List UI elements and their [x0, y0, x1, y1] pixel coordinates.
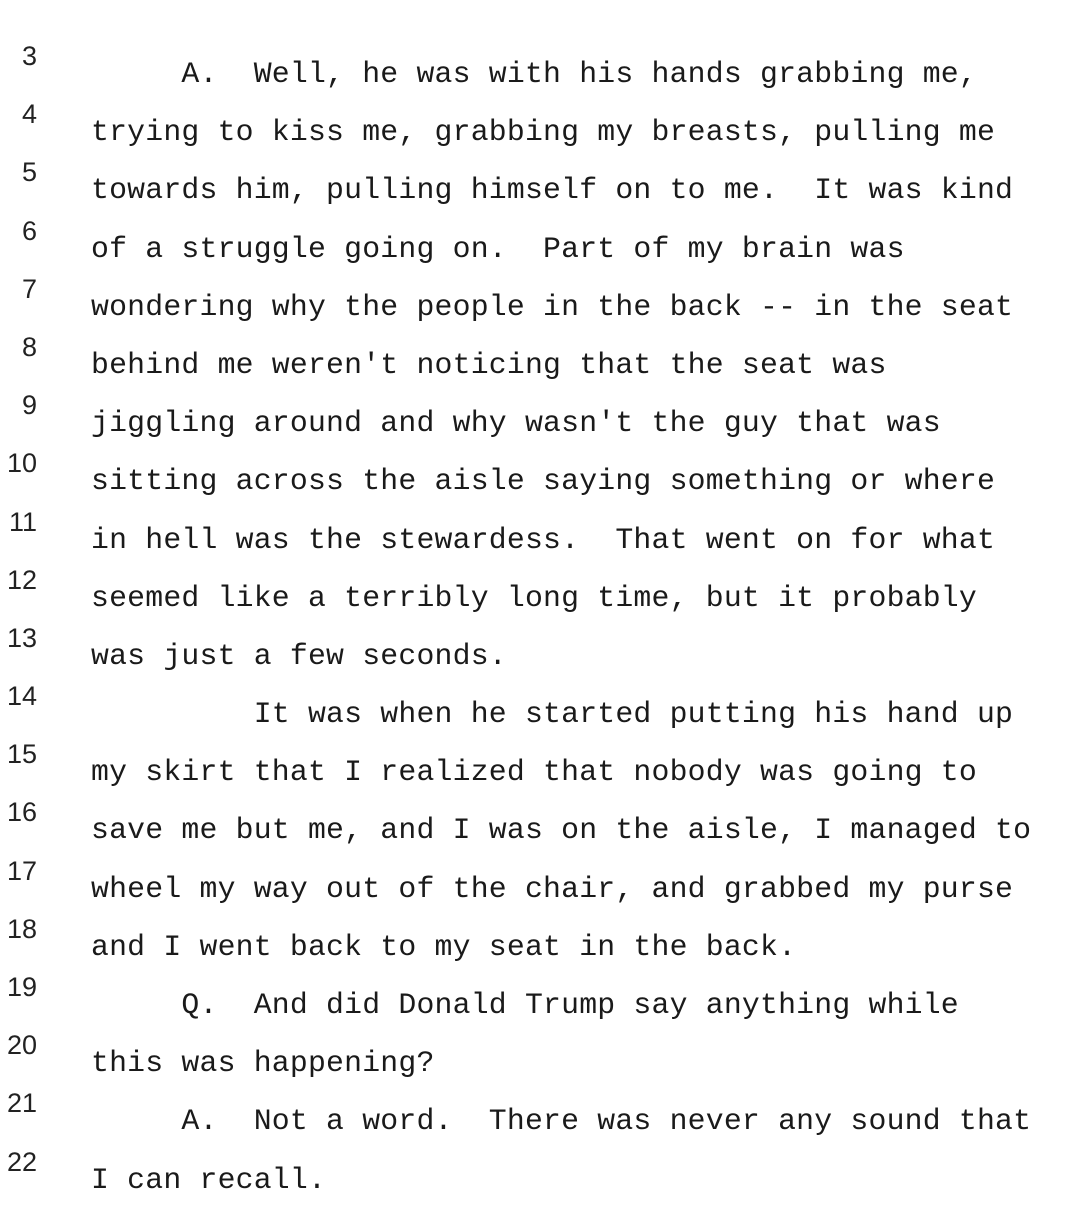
- line-text: wheel my way out of the chair, and grabbed my purse: [91, 871, 1014, 906]
- line-number: 11: [8, 506, 37, 537]
- transcript-line: [0, 1056, 1090, 1139]
- line-text: save me but me, and I was on the aisle, I managed to: [91, 813, 1032, 848]
- transcript-line: [0, 300, 1090, 382]
- transcript-line: [0, 824, 1090, 906]
- line-number: 22: [6, 1146, 37, 1177]
- transcript-line: [0, 184, 1090, 266]
- line-number: 21: [6, 1088, 37, 1119]
- line-number: 6: [21, 215, 37, 246]
- line-number: 20: [6, 1030, 37, 1061]
- line-number: 18: [6, 913, 37, 944]
- line-text: sitting across the aisle saying something or where: [91, 464, 996, 499]
- line-text: in hell was the stewardess. That went on for what: [91, 522, 996, 557]
- line-number: 14: [6, 681, 37, 712]
- transcript-line: [0, 416, 1090, 499]
- line-number: 16: [6, 797, 37, 828]
- line-text: jiggling around and why wasn't the guy that was: [91, 406, 941, 441]
- line-text: It was when he started putting his hand up: [91, 697, 1014, 732]
- transcript-line: [0, 765, 1090, 848]
- line-text: I can recall.: [91, 1162, 327, 1197]
- line-number: 4: [21, 99, 37, 130]
- line-text: trying to kiss me, grabbing my breasts, pulling me: [91, 115, 996, 150]
- line-number: 15: [6, 739, 37, 770]
- transcript-line: [0, 1115, 1090, 1197]
- line-number: 5: [21, 157, 37, 188]
- line-text: of a struggle going on. Part of my brain was: [91, 231, 905, 266]
- transcript-line: [0, 998, 1090, 1081]
- line-text: towards him, pulling himself on to me. It was kind: [91, 173, 1014, 208]
- line-number: 10: [6, 448, 37, 479]
- line-text: Q. And did Donald Trump say anything while: [91, 988, 959, 1022]
- transcript-line: [0, 242, 1090, 324]
- transcript-line: [0, 533, 1090, 615]
- transcript-line: [0, 67, 1090, 150]
- transcript-line: [0, 940, 1090, 1022]
- transcript-line: [0, 882, 1090, 964]
- transcript-line: [0, 9, 1090, 91]
- transcript-line: [0, 649, 1090, 732]
- line-text: seemed like a terribly long time, but it probably: [91, 580, 977, 615]
- line-text: and I went back to my seat in the back.: [91, 929, 797, 964]
- line-text: behind me weren't noticing that the seat was: [91, 347, 887, 382]
- transcript-line: [0, 707, 1090, 790]
- line-number: 13: [6, 622, 37, 653]
- line-number: 3: [21, 41, 37, 71]
- line-number: 12: [6, 564, 37, 595]
- transcript-page: [0, 9, 1090, 1197]
- line-text: A. Not a word. There was never any sound that: [91, 1104, 1032, 1139]
- line-text: this was happening?: [91, 1046, 435, 1081]
- line-number: 17: [6, 855, 37, 886]
- line-text: was just a few seconds.: [91, 638, 507, 673]
- transcript-line: [0, 591, 1090, 673]
- line-text: wondering why the people in the back -- in the seat: [91, 289, 1014, 324]
- line-number: 19: [6, 972, 37, 1002]
- transcript-line: [0, 475, 1090, 557]
- line-number: 8: [21, 331, 37, 362]
- transcript-line: [0, 358, 1090, 441]
- line-text: my skirt that I realized that nobody was going to: [91, 755, 977, 790]
- line-number: 9: [21, 390, 37, 421]
- line-text: A. Well, he was with his hands grabbing me,: [91, 57, 977, 91]
- transcript-line: [0, 125, 1090, 208]
- line-number: 7: [21, 273, 37, 304]
